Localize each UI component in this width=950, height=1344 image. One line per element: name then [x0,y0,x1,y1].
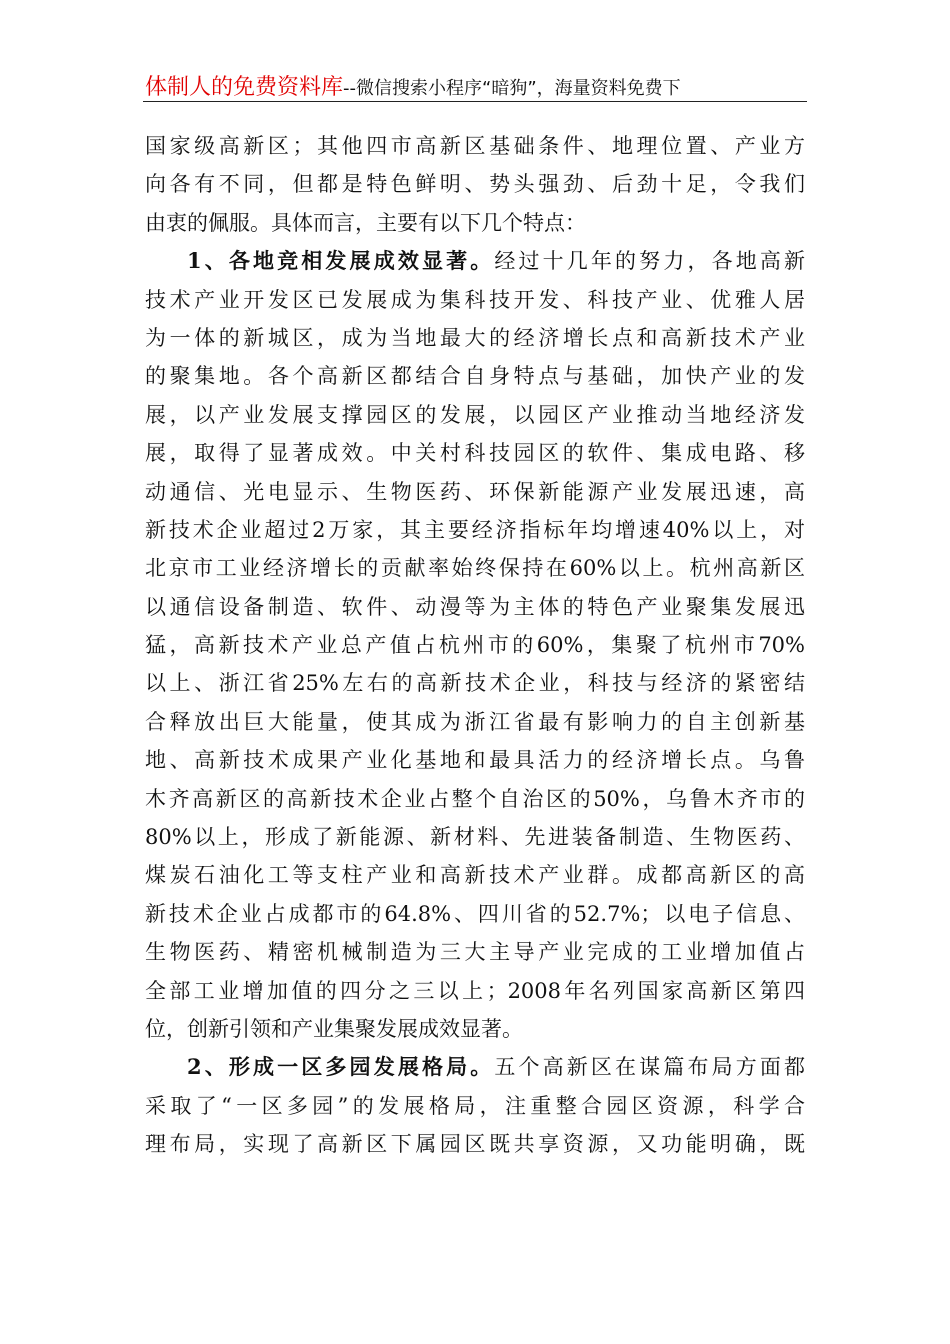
text-line: 由衷的佩服。具体而言，主要有以下几个特点： [145,210,586,235]
text-line: 理布局，实现了高新区下属园区既共享资源，又功能明确，既 [145,1132,805,1157]
text-line: 北京市工业经济增长的贡献率始终保持在60%以上。杭州高新区 [145,556,805,581]
text-line: 煤炭石油化工等支柱产业和高新技术产业群。成都高新区的高 [145,863,805,888]
section-heading-1: 1、各地竞相发展成效显著。 [187,248,495,274]
text-line: 经过十几年的努力，各地高新 [494,249,805,274]
text-line: 的聚集地。各个高新区都结合自身特点与基础，加快产业的发 [145,364,805,389]
text-line: 地、高新技术成果产业化基地和最具活力的经济增长点。乌鲁 [145,748,805,773]
header-brand: 体制人的免费资料库 [145,75,344,100]
paragraph-1-first-line [145,242,805,280]
text-line: 五个高新区在谋篇布局方面都 [494,1055,805,1080]
text-line: 向各有不同，但都是特色鲜明、势头强劲、后劲十足，令我们 [145,172,805,197]
header-divider [143,101,807,102]
text-line: 技术产业开发区已发展成为集科技开发、科技产业、优雅人居 [145,287,805,312]
text-line: 合释放出巨大能量，使其成为浙江省最有影响力的自主创新基 [145,709,805,734]
text-line: 展，取得了显著成效。中关村科技园区的软件、集成电路、移 [145,441,805,466]
text-line: 新技术企业占成都市的64.8%、四川省的52.7%；以电子信息、 [145,901,805,926]
text-line: 猛，高新技术产业总产值占杭州市的60%，集聚了杭州市70% [145,633,805,658]
text-line: 采取了“一区多园”的发展格局，注重整合园区资源，科学合 [145,1093,805,1118]
page-header [145,70,805,102]
document-body [145,127,805,1164]
text-line: 全部工业增加值的四分之三以上；2008年名列国家高新区第四 [145,978,805,1003]
header-note: --微信搜索小程序“暗狗”，海量资料免费下 [343,78,681,99]
text-line: 以上、浙江省25%左右的高新技术企业，科技与经济的紧密结 [145,671,805,696]
text-line: 木齐高新区的高新技术企业占整个自治区的50%，乌鲁木齐市的 [145,786,805,811]
text-line: 国家级高新区；其他四市高新区基础条件、地理位置、产业方 [145,134,805,158]
text-line: 展，以产业发展支撑园区的发展，以园区产业推动当地经济发 [145,402,805,427]
paragraph-2-first-line [145,1048,805,1086]
text-line: 80%以上，形成了新能源、新材料、先进装备制造、生物医药、 [145,825,805,850]
text-line: 动通信、光电显示、生物医药、环保新能源产业发展迅速，高 [145,479,805,504]
text-line: 为一体的新城区，成为当地最大的经济增长点和高新技术产业 [145,325,805,350]
text-line: 位，创新引领和产业集聚发展成效显著。 [145,1016,523,1041]
text-line: 生物医药、精密机械制造为三大主导产业完成的工业增加值占 [145,940,805,965]
text-line: 以通信设备制造、软件、动漫等为主体的特色产业聚集发展迅 [145,594,805,619]
section-heading-2: 2、形成一区多园发展格局。 [187,1054,495,1080]
text-line: 新技术企业超过2万家，其主要经济指标年均增速40%以上，对 [145,517,805,542]
